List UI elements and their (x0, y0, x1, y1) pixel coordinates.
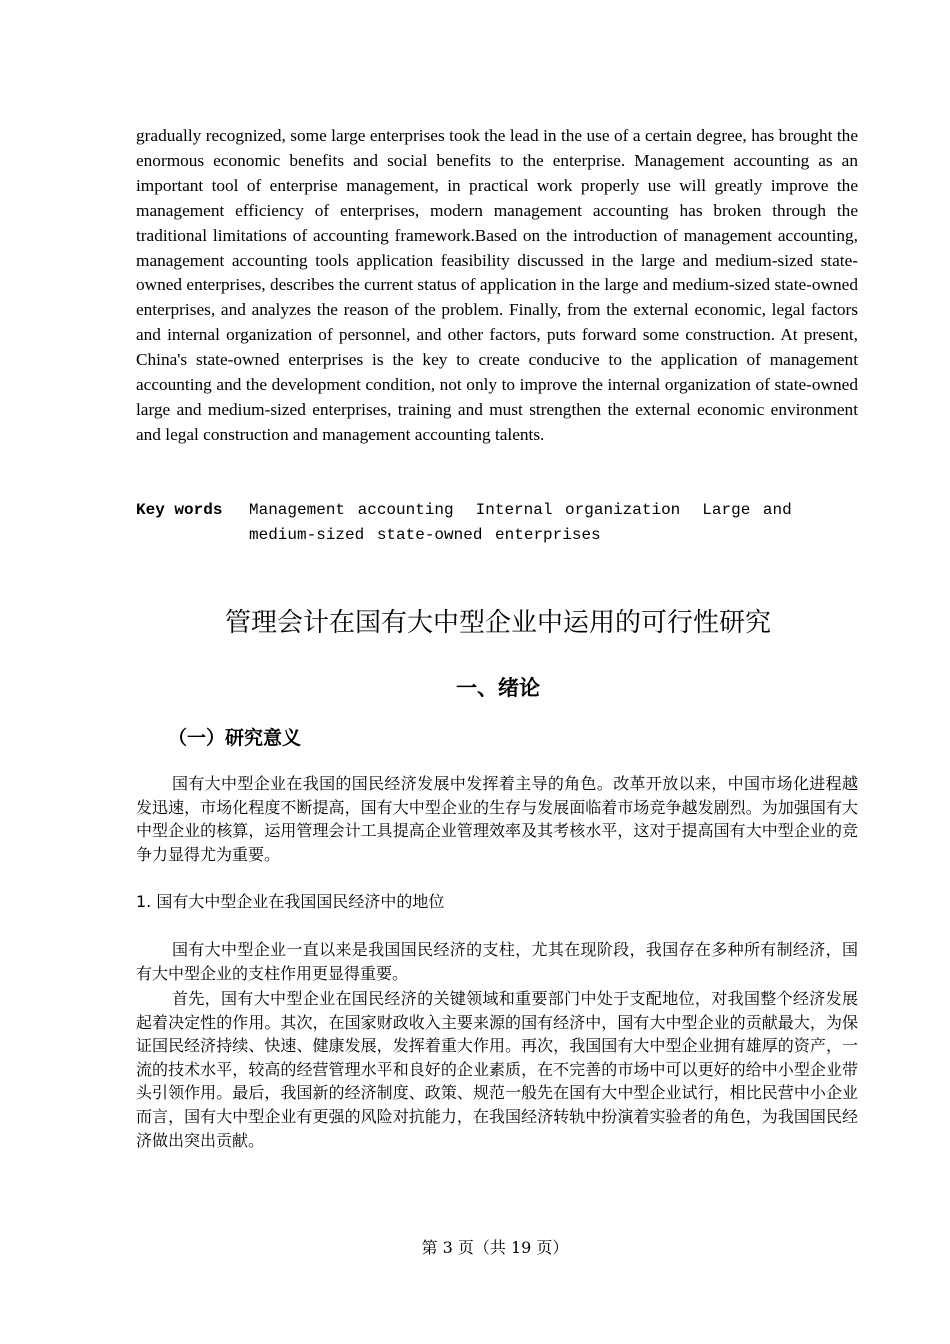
paper-title: 管理会计在国有大中型企业中运用的可行性研究 (224, 608, 771, 638)
body-paragraph: 国有大中型企业一直以来是我国国民经济的支柱，尤其在现阶段，我国存在多种所有制经济，国有大中型企业的支柱作用更显得重要。 (136, 940, 858, 983)
numbered-item-title: 1. 国有大中型企业在我国国民经济中的地位 (136, 892, 445, 911)
keyword-item: Large and medium-sized state-owned enterprises (249, 501, 792, 544)
body-paragraph: 国有大中型企业在我国的国民经济发展中发挥着主导的角色。改革开放以来，中国市场化进程越发迅速，市场化程度不断提高，国有大中型企业的生存与发展面临着市场竞争越发剧烈。为加强国有大中型企业的核算，运用管理会计工具提高企业管理效率及其考核水平，这对于提高国有大中型企业的竞争力显得尤为重要。 (136, 774, 858, 864)
body-paragraph: 首先，国有大中型企业在国民经济的关键领域和重要部门中处于支配地位，对我国整个经济发展起着决定性的作用。其次，在国家财政收入主要来源的国有经济中，国有大中型企业的贡献最大，为保证国民经济持续、快速、健康发展，发挥着重大作用。再次，我国国有大中型企业拥有雄厚的资产，一流的技术水平，较高的经营管理水平和良好的企业素质，在不完善的市场中可以更好的给中小型企业带头引领作用。最后，我国新的经济制度、政策、规范一般先在国有大中型企业试行，相比民营中小企业而言，国有大中型企业有更强的风险对抗能力，在我国经济转轨中扮演着实验者的角色，为我国国民经济做出突出贡献。 (136, 989, 858, 1150)
keyword-item: Management accounting (249, 501, 454, 519)
keywords-values (249, 498, 809, 548)
subsection-heading: （一）研究意义 (168, 727, 302, 749)
keyword-item: Internal organization (475, 501, 681, 519)
abstract-paragraph: gradually recognized, some large enterprises took the lead in the use of a certain degree, has brought the enormous economic benefits and social benefits to the enterprise. Management accounting as an important tool of enterprise management, in practical work properly use will greatly improve the management efficiency of enterprises, modern management accounting has broken through the traditional limitations of accounting framework.Based on the introduction of management accounting, management accounting tools application feasibility discussed in the large and medium-sized state-owned enterprises, describes the current status of application in the large and medium-sized state-owned enterprises, and analyzes the reason of the problem. Finally, from the external economic, legal factors and internal organization of personnel, and other factors, puts forward some construction. At present, China's state-owned enterprises is the key to create conducive to the application of management accounting and the development condition, not only to improve the internal organization of state-owned large and medium-sized enterprises, training and must strengthen the external economic environment and legal construction and management accounting talents. (136, 126, 858, 444)
page-footer: 第 3 页（共 19 页） (421, 1238, 569, 1257)
section-heading: 一、绪论 (456, 676, 540, 700)
keywords-label: Key words (136, 501, 223, 519)
